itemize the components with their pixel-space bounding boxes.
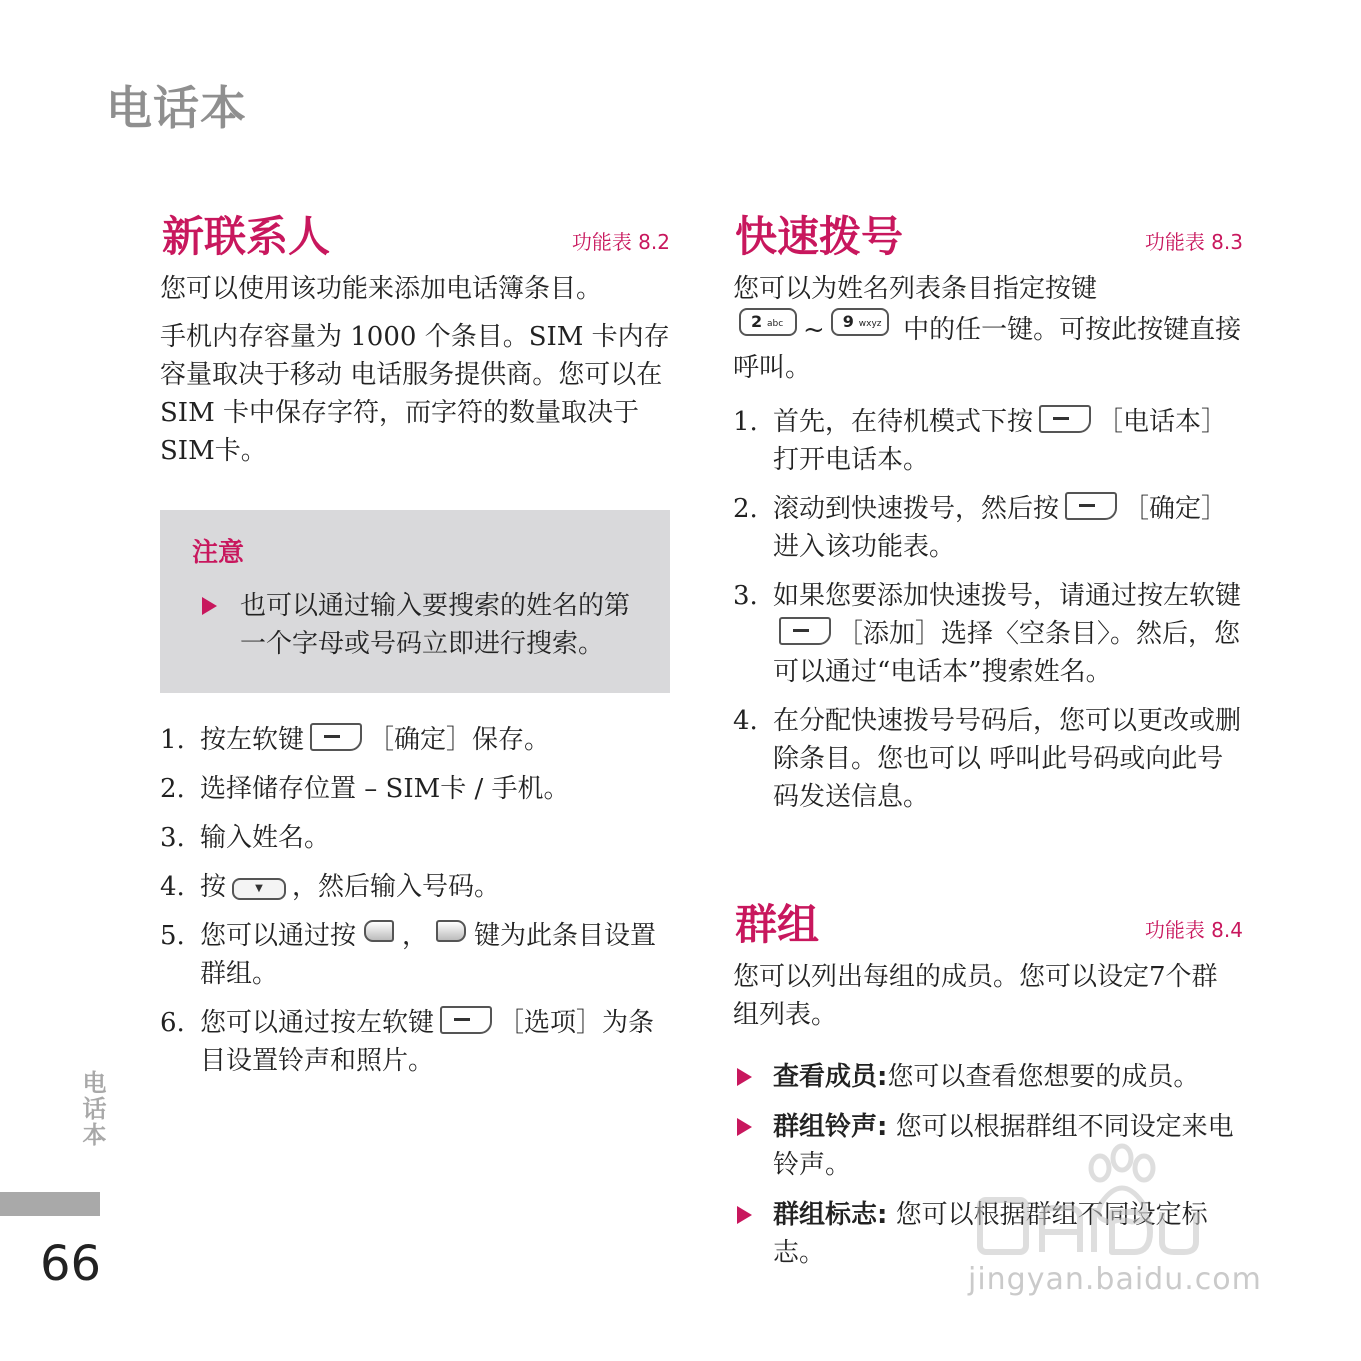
side-tab-label: 电话本: [78, 1070, 106, 1148]
list-item: [733, 1058, 1243, 1096]
list-item: [733, 403, 1243, 479]
step-text: 您可以通过按左软键: [200, 1008, 435, 1038]
item-label: 群组标志:: [773, 1200, 888, 1230]
menu-reference: 功能表 8.2: [571, 230, 670, 254]
key-letters: abc: [767, 319, 784, 329]
section-heading: [733, 200, 1243, 262]
section-title: 群组: [735, 900, 820, 949]
left-soft-key-icon: [1065, 492, 1117, 520]
list-item: [160, 770, 670, 808]
paragraph: 手机内存容量为 1000 个条目。SIM 卡内存容量取决于移动 电话服务提供商。您可以在SIM 卡中保存字符，而字符的数量取决于SIM卡。: [160, 322, 670, 466]
watermark-url: jingyan.baidu.com: [968, 1262, 1262, 1297]
step-text: 按左软键: [200, 725, 305, 755]
step-number: 4.: [160, 872, 185, 902]
intro-text: 您可以为姓名列表条目指定按键: [733, 274, 1098, 304]
key-9-icon: [831, 308, 889, 336]
page-header: 电话本: [106, 81, 247, 135]
side-tab-bar: [0, 1192, 100, 1216]
paragraph: 您可以列出每组的成员。您可以设定7个群组列表。: [733, 962, 1218, 1030]
paragraph: 您可以使用该功能来添加电话簿条目。: [160, 274, 603, 304]
triangle-bullet-icon: [202, 597, 217, 615]
note-title: 注意: [192, 538, 245, 568]
section-heading: [733, 888, 1243, 950]
steps-list: [733, 403, 1243, 816]
section-title: 新联系人: [162, 212, 331, 261]
triangle-bullet-icon: [737, 1068, 752, 1086]
intro-text: 中的任一键。可按此按键直接呼叫。: [733, 315, 1242, 383]
section-new-contact: [160, 200, 670, 1091]
key-2-icon: [739, 308, 797, 336]
left-soft-key-icon: [779, 617, 831, 645]
step-text: 按: [200, 872, 227, 902]
step-number: 5.: [160, 921, 185, 951]
section-speed-dial: [733, 200, 1243, 827]
step-text: 键为此条目设置群组。: [200, 921, 657, 989]
note-item: [192, 587, 640, 663]
paragraph: [733, 270, 1243, 387]
triangle-bullet-icon: [737, 1206, 752, 1224]
item-text: 您可以根据群组不同设定来电铃声。: [773, 1112, 1234, 1180]
step-text: ［确定］保存。: [368, 725, 551, 755]
menu-reference: 功能表 8.4: [1144, 918, 1243, 942]
triangle-bullet-icon: [737, 1118, 752, 1136]
step-text: 输入姓名。: [200, 823, 331, 853]
nav-down-key-icon: ▼: [232, 878, 286, 900]
step-text: 您可以通过按: [200, 921, 357, 951]
list-item: [733, 702, 1243, 816]
list-item: [160, 721, 670, 759]
list-item: [160, 1004, 670, 1080]
step-text: ［选项］为条目设置铃声和照片。: [200, 1008, 655, 1076]
section-heading: [160, 200, 670, 262]
item-label: 群组铃声:: [773, 1112, 888, 1142]
step-number: 1.: [160, 725, 185, 755]
list-item: [160, 917, 670, 993]
menu-reference: 功能表 8.3: [1144, 230, 1243, 254]
list-item: [160, 868, 670, 906]
item-text: 您可以根据群组不同设定标志。: [773, 1200, 1208, 1268]
left-side-key-icon: [364, 920, 394, 942]
note-box: [160, 510, 670, 693]
step-number: 3.: [733, 581, 758, 611]
step-number: 2.: [733, 494, 758, 524]
right-side-key-icon: [436, 920, 466, 942]
tilde: ~: [803, 315, 825, 345]
step-text: ，: [402, 921, 429, 951]
section-title: 快速拨号: [735, 212, 904, 261]
left-soft-key-icon: [1039, 405, 1091, 433]
page-number: 66: [40, 1236, 102, 1292]
step-text: 滚动到快速拨号，然后按: [773, 494, 1060, 524]
step-number: 3.: [160, 823, 185, 853]
item-label: 查看成员:: [773, 1062, 888, 1092]
note-text: 也可以通过输入要搜索的姓名的第一个字母或号码立即进行搜索。: [240, 591, 631, 659]
steps-list: [160, 721, 670, 1080]
step-number: 6.: [160, 1008, 185, 1038]
key-digit: 9: [842, 312, 854, 331]
step-text: 在分配快速拨号号码后，您可以更改或删除条目。您也可以 呼叫此号码或向此号码发送信息。: [773, 706, 1242, 812]
key-digit: 2: [751, 312, 763, 331]
step-text: ，然后输入号码。: [292, 872, 501, 902]
step-text: ［电话本］打开电话本。: [773, 407, 1228, 475]
item-text: 您可以查看您想要的成员。: [887, 1062, 1200, 1092]
key-letters: wxyz: [858, 319, 882, 329]
list-item: [160, 819, 670, 857]
left-soft-key-icon: [310, 723, 362, 751]
step-text: ［确定］进入该功能表。: [773, 494, 1228, 562]
step-text: 选择储存位置 – SIM卡 / 手机。: [200, 774, 570, 804]
step-number: 1.: [733, 407, 758, 437]
step-number: 2.: [160, 774, 185, 804]
list-item: [733, 490, 1243, 566]
step-text: 如果您要添加快速拨号，请通过按左软键: [773, 581, 1242, 611]
list-item: [733, 577, 1243, 691]
step-text: 首先，在待机模式下按: [773, 407, 1034, 437]
left-soft-key-icon: [440, 1006, 492, 1034]
step-number: 4.: [733, 706, 758, 736]
step-text: ［添加］选择〈空条目〉。然后，您可以通过“电话本”搜索姓名。: [773, 619, 1241, 687]
